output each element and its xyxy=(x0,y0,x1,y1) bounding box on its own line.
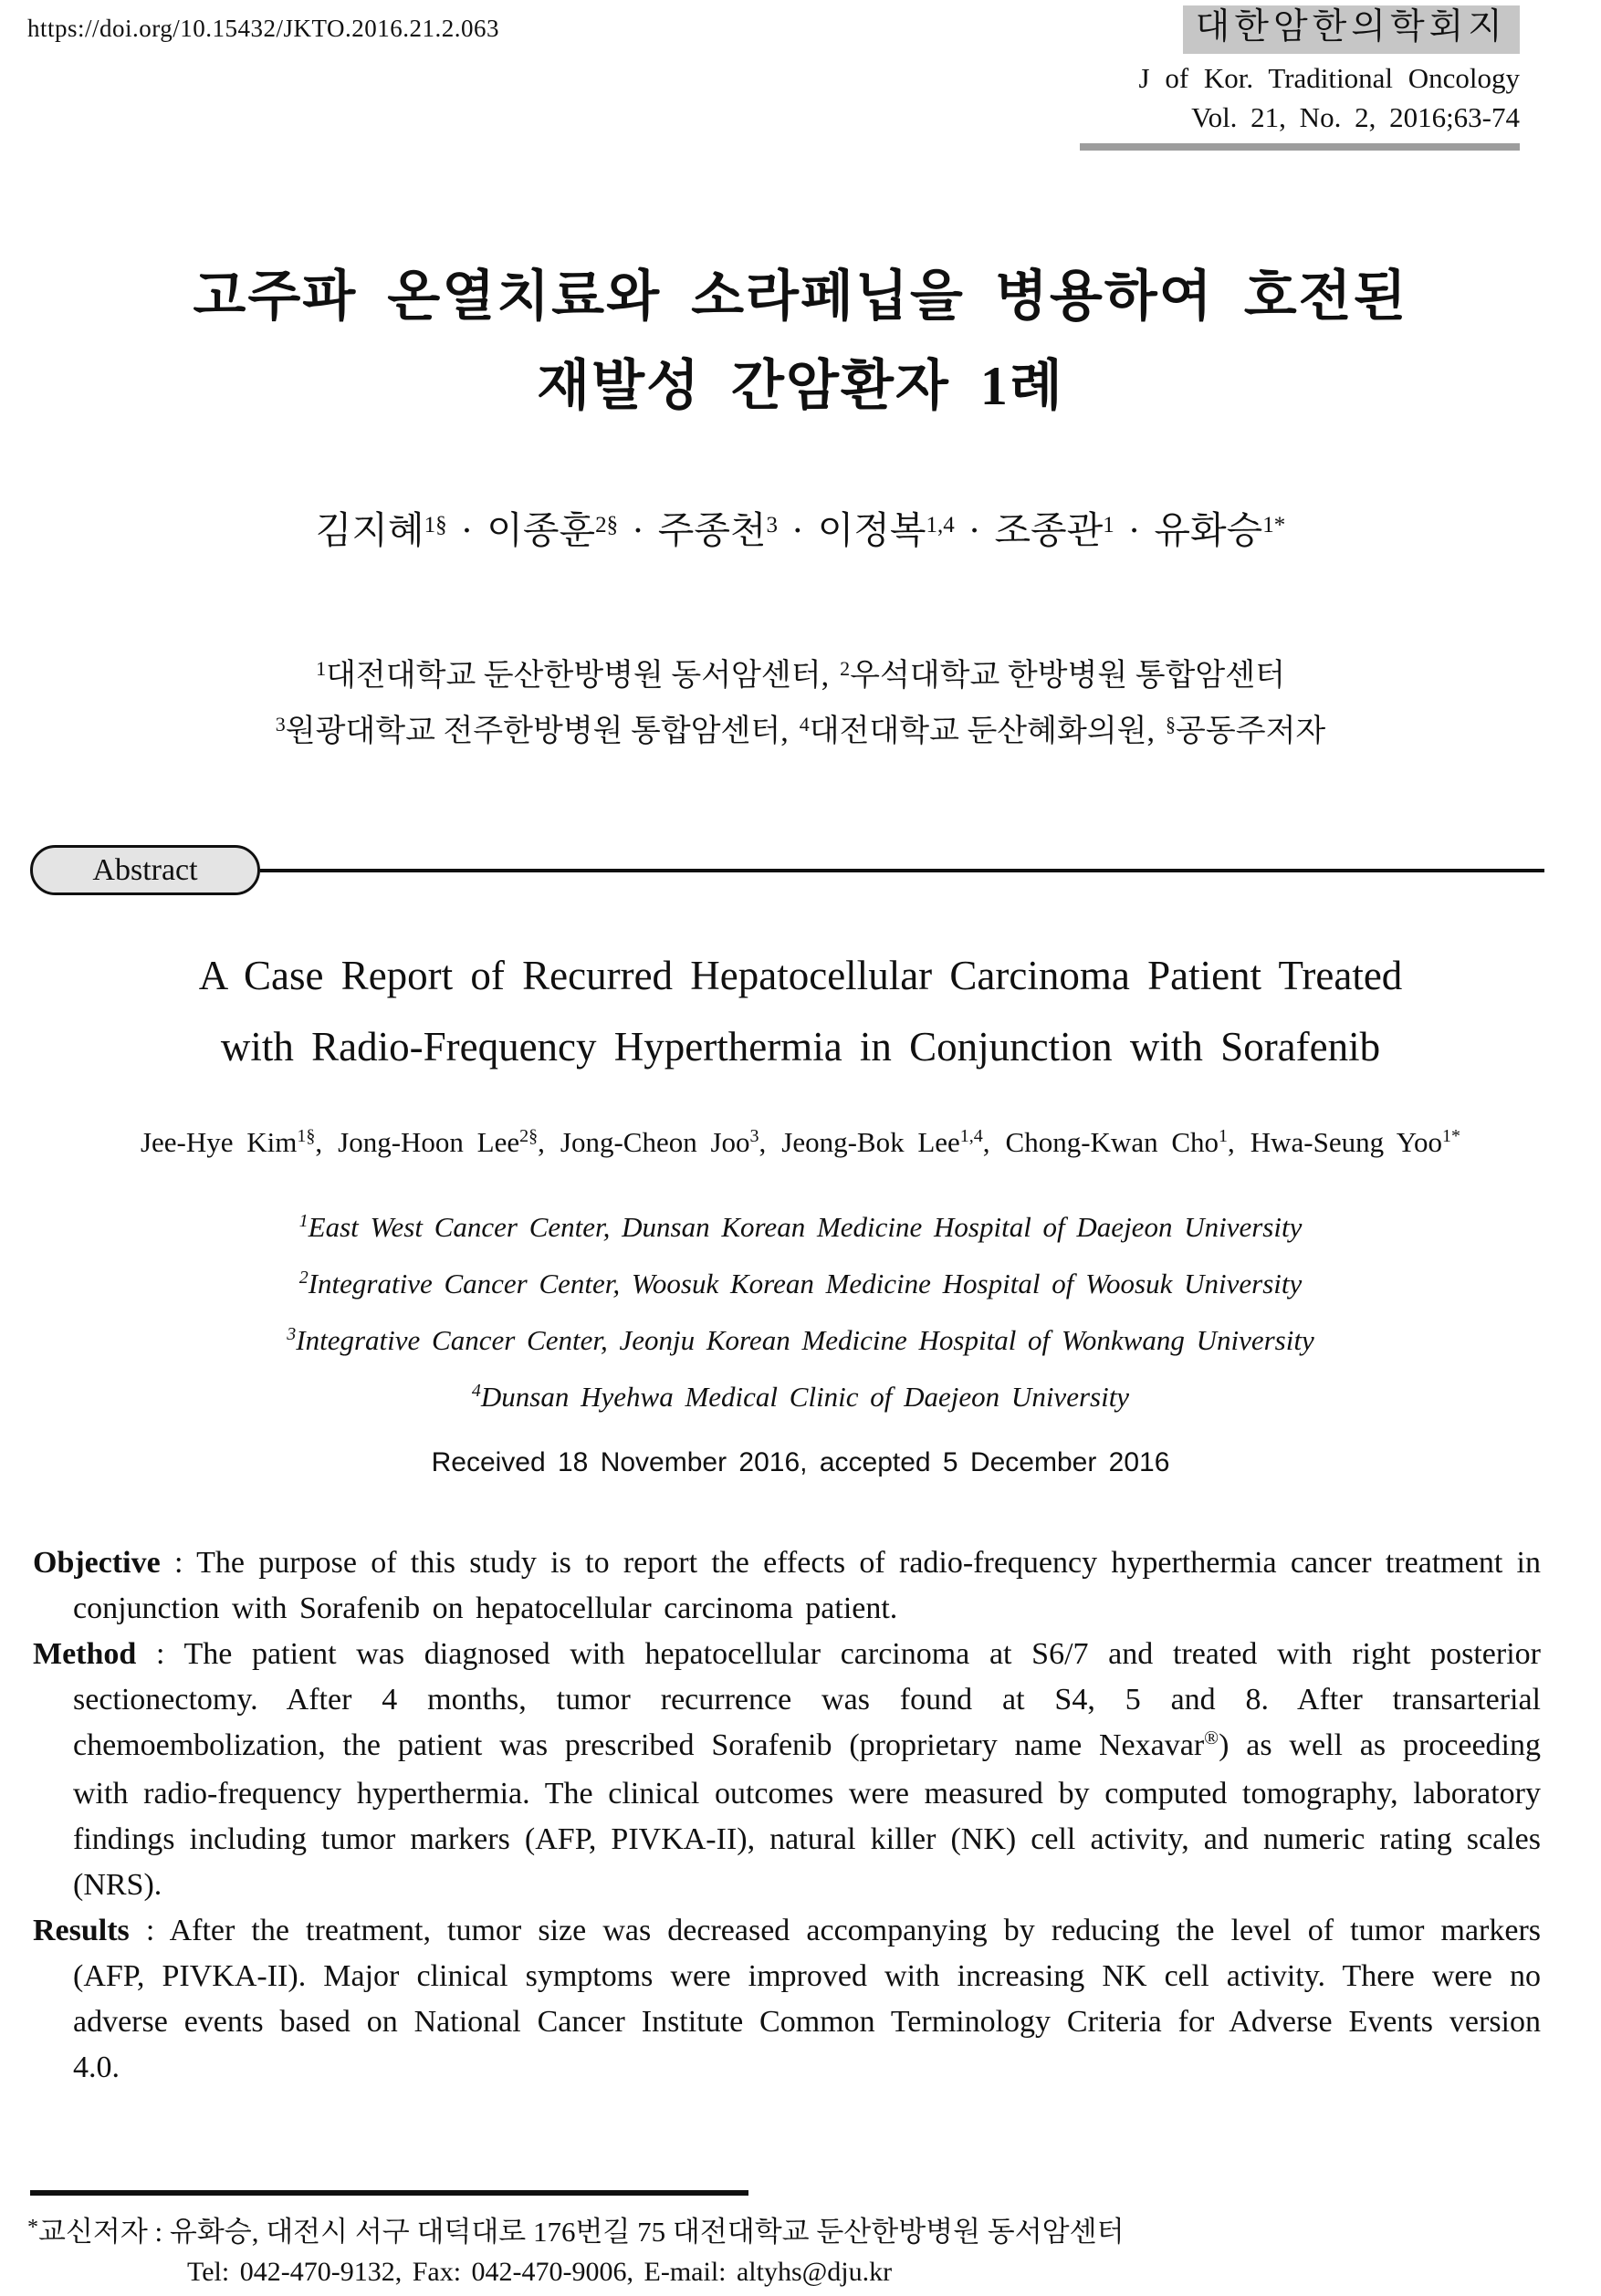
affiliation-text: 우석대학교 한방병원 통합암센터 xyxy=(850,659,1285,693)
korean-author xyxy=(818,509,955,551)
korean-author xyxy=(658,509,778,551)
english-title-line2: with Radio-Frequency Hyperthermia in Conjunction with Sorafenib xyxy=(220,1024,1381,1070)
journal-volume: Vol. 21, No. 2, 2016;63-74 xyxy=(1191,100,1520,133)
author-name: 이정복 xyxy=(817,509,926,551)
author-name: Jee-Hye Kim xyxy=(140,1126,298,1158)
paragraph-text: ) as well as proceeding with radio-frequency hyperthermia. The clinical outcomes were measured by computed tomography, laboratory findings including tumor markers (AFP, PIVKA-II), natural killer (NK) cell activity, and numeric rating scales (NRS). xyxy=(73,1728,1542,1902)
paragraph-text: After the treatment, tumor size was decreased accompanying by reducing the level of tumor markers (AFP, PIVKA-II). Major clinical symptoms were improved with increasing NK cell activity. There were no adverse events based on National Cancer Institute Common Terminology Criteria for Adverse Events version 4.0. xyxy=(73,1914,1541,2084)
affiliation-superscript: 3 xyxy=(287,1324,297,1344)
journal-name: J of Kor. Traditional Oncology xyxy=(1138,61,1520,94)
author-superscript: 1 xyxy=(1103,512,1114,537)
label-separator: : xyxy=(129,1914,170,1947)
abstract-pill xyxy=(30,845,260,895)
abstract-method-paragraph xyxy=(33,1632,1541,1908)
author-superscript: 1,4 xyxy=(926,512,955,537)
author-separator: · xyxy=(460,509,474,551)
english-affiliation-line xyxy=(0,1371,1601,1427)
korean-author-list xyxy=(0,500,1601,554)
label-separator: : xyxy=(136,1637,184,1671)
asterisk-mark: * xyxy=(27,2215,38,2239)
korean-affiliations xyxy=(0,650,1601,761)
affiliation-text: 원광대학교 전주한방병원 통합암센터, xyxy=(285,715,789,748)
author-separator: · xyxy=(791,509,804,551)
paragraph-label: Method xyxy=(33,1637,137,1671)
author-name: 이종훈 xyxy=(487,509,596,551)
journal-header xyxy=(1080,5,1520,151)
abstract-label: Abstract xyxy=(92,852,198,887)
affiliation-superscript: 4 xyxy=(799,713,810,736)
english-affiliation-line xyxy=(0,1258,1601,1314)
affiliation-text: 공동주저자 xyxy=(1176,715,1326,748)
english-author-list xyxy=(0,1126,1601,1159)
affiliation-superscript: 1 xyxy=(316,657,327,680)
abstract-results-paragraph xyxy=(33,1908,1541,2091)
paragraph-text: The patient was diagnosed with hepatocellular carcinoma at S6/7 and treated with right posterior sectionectomy. After 4 months, tumor recurrence was found at S4, 5 and 8. After transarterial chemoembolization, the patient was prescribed Sorafenib (proprietary name Nexavar xyxy=(73,1637,1541,1762)
registered-trademark-symbol: ® xyxy=(1204,1727,1219,1749)
author-superscript: 1* xyxy=(1442,1126,1461,1146)
author-name: 주종천 xyxy=(657,509,767,551)
author-superscript: 1,4 xyxy=(959,1126,983,1146)
affiliation-text: Integrative Cancer Center, Woosuk Korean Medicine Hospital of Woosuk University xyxy=(308,1268,1303,1299)
korean-affiliation-line xyxy=(0,705,1601,761)
author-name: Jong-Hoon Lee xyxy=(338,1126,520,1158)
affiliation-text: 대전대학교 둔산한방병원 동서암센터, xyxy=(326,659,830,693)
doi-text: https://doi.org/10.15432/JKTO.2016.21.2.063 xyxy=(27,15,500,42)
author-superscript: 1 xyxy=(1219,1126,1229,1146)
author-name: 김지혜 xyxy=(315,509,424,551)
abstract-body xyxy=(33,1540,1541,2091)
author-superscript: 1* xyxy=(1262,512,1286,537)
affiliation-superscript: § xyxy=(1166,713,1177,736)
korean-title-line2: 재발성 간암환자 1례 xyxy=(537,356,1064,416)
korean-author xyxy=(316,509,447,551)
corresponding-author-note xyxy=(27,2208,1125,2249)
english-affiliation-line xyxy=(0,1314,1601,1371)
paragraph-label: Objective xyxy=(33,1546,161,1580)
paragraph-label: Results xyxy=(33,1914,130,1947)
author-separator: , xyxy=(538,1126,545,1158)
abstract-divider xyxy=(30,844,1544,896)
author-separator: , xyxy=(315,1126,323,1158)
affiliation-superscript: 1 xyxy=(298,1211,309,1231)
korean-title xyxy=(0,252,1601,431)
author-separator: , xyxy=(982,1126,990,1158)
paragraph-text: The purpose of this study is to report the effects of radio-frequency hyperthermia cancer treatment in conjunction with Sorafenib on hepatocellular carcinoma patient. xyxy=(73,1546,1541,1625)
english-affiliation-line xyxy=(0,1201,1601,1258)
author-superscript: 2§ xyxy=(519,1126,539,1146)
abstract-divider-line xyxy=(260,869,1544,872)
author-superscript: 1§ xyxy=(424,512,447,537)
journal-badge: 대한암한의학회지 xyxy=(1183,5,1520,54)
author-superscript: 2§ xyxy=(595,512,619,537)
author-superscript: 1§ xyxy=(297,1126,316,1146)
author-superscript: 3 xyxy=(766,512,779,537)
correspondence-text: 교신저자 : 유화승, 대전시 서구 대덕대로 176번길 75 대전대학교 둔산한방병원 동서암센터 xyxy=(38,2216,1125,2248)
korean-author xyxy=(1154,509,1285,551)
author-name: Jeong-Bok Lee xyxy=(781,1126,960,1158)
korean-affiliation-line xyxy=(0,650,1601,705)
korean-author xyxy=(994,509,1114,551)
received-dates: Received 18 November 2016, accepted 5 December 2016 xyxy=(431,1447,1170,1477)
affiliation-text: Integrative Cancer Center, Jeonju Korean Medicine Hospital of Wonkwang University xyxy=(296,1324,1314,1356)
author-name: Jong-Cheon Joo xyxy=(560,1126,750,1158)
affiliation-text: 대전대학교 둔산혜화의원, xyxy=(809,715,1156,748)
affiliation-superscript: 2 xyxy=(298,1268,309,1288)
affiliation-superscript: 2 xyxy=(840,657,851,680)
abstract-objective-paragraph xyxy=(33,1540,1541,1632)
affiliation-text: East West Cancer Center, Dunsan Korean Medicine Hospital of Daejeon University xyxy=(308,1211,1303,1243)
author-separator: · xyxy=(632,509,644,551)
header-divider-bar xyxy=(1080,143,1520,151)
author-name: Chong-Kwan Cho xyxy=(1005,1126,1219,1158)
author-separator: · xyxy=(1127,509,1141,551)
contact-info: Tel: 042-470-9132, Fax: 042-470-9006, E-mail: altyhs@dju.kr xyxy=(187,2257,893,2287)
english-author xyxy=(338,1126,538,1158)
korean-title-line1: 고주파 온열치료와 소라페닙을 병용하여 호전된 xyxy=(193,266,1408,327)
english-author xyxy=(141,1126,315,1158)
korean-author xyxy=(487,509,618,551)
affiliation-text: Dunsan Hyehwa Medical Clinic of Daejeon University xyxy=(480,1381,1130,1413)
author-name: Hwa-Seung Yoo xyxy=(1250,1126,1443,1158)
english-author xyxy=(1006,1126,1228,1158)
english-title xyxy=(0,940,1601,1082)
english-affiliations xyxy=(0,1201,1601,1427)
author-separator: , xyxy=(759,1126,767,1158)
author-name: 조종관 xyxy=(994,509,1104,551)
author-separator: · xyxy=(968,509,981,551)
author-name: 유화승 xyxy=(1154,509,1263,551)
affiliation-superscript: 3 xyxy=(275,713,286,736)
english-title-line1: A Case Report of Recurred Hepatocellular Carcinoma Patient Treated xyxy=(198,953,1403,998)
affiliation-superscript: 4 xyxy=(471,1381,481,1401)
english-author xyxy=(1250,1126,1460,1158)
footnote-rule xyxy=(30,2190,748,2196)
author-separator: , xyxy=(1228,1126,1235,1158)
english-author xyxy=(560,1126,759,1158)
author-superscript: 3 xyxy=(749,1126,759,1146)
english-author xyxy=(781,1126,983,1158)
label-separator: : xyxy=(160,1546,197,1580)
